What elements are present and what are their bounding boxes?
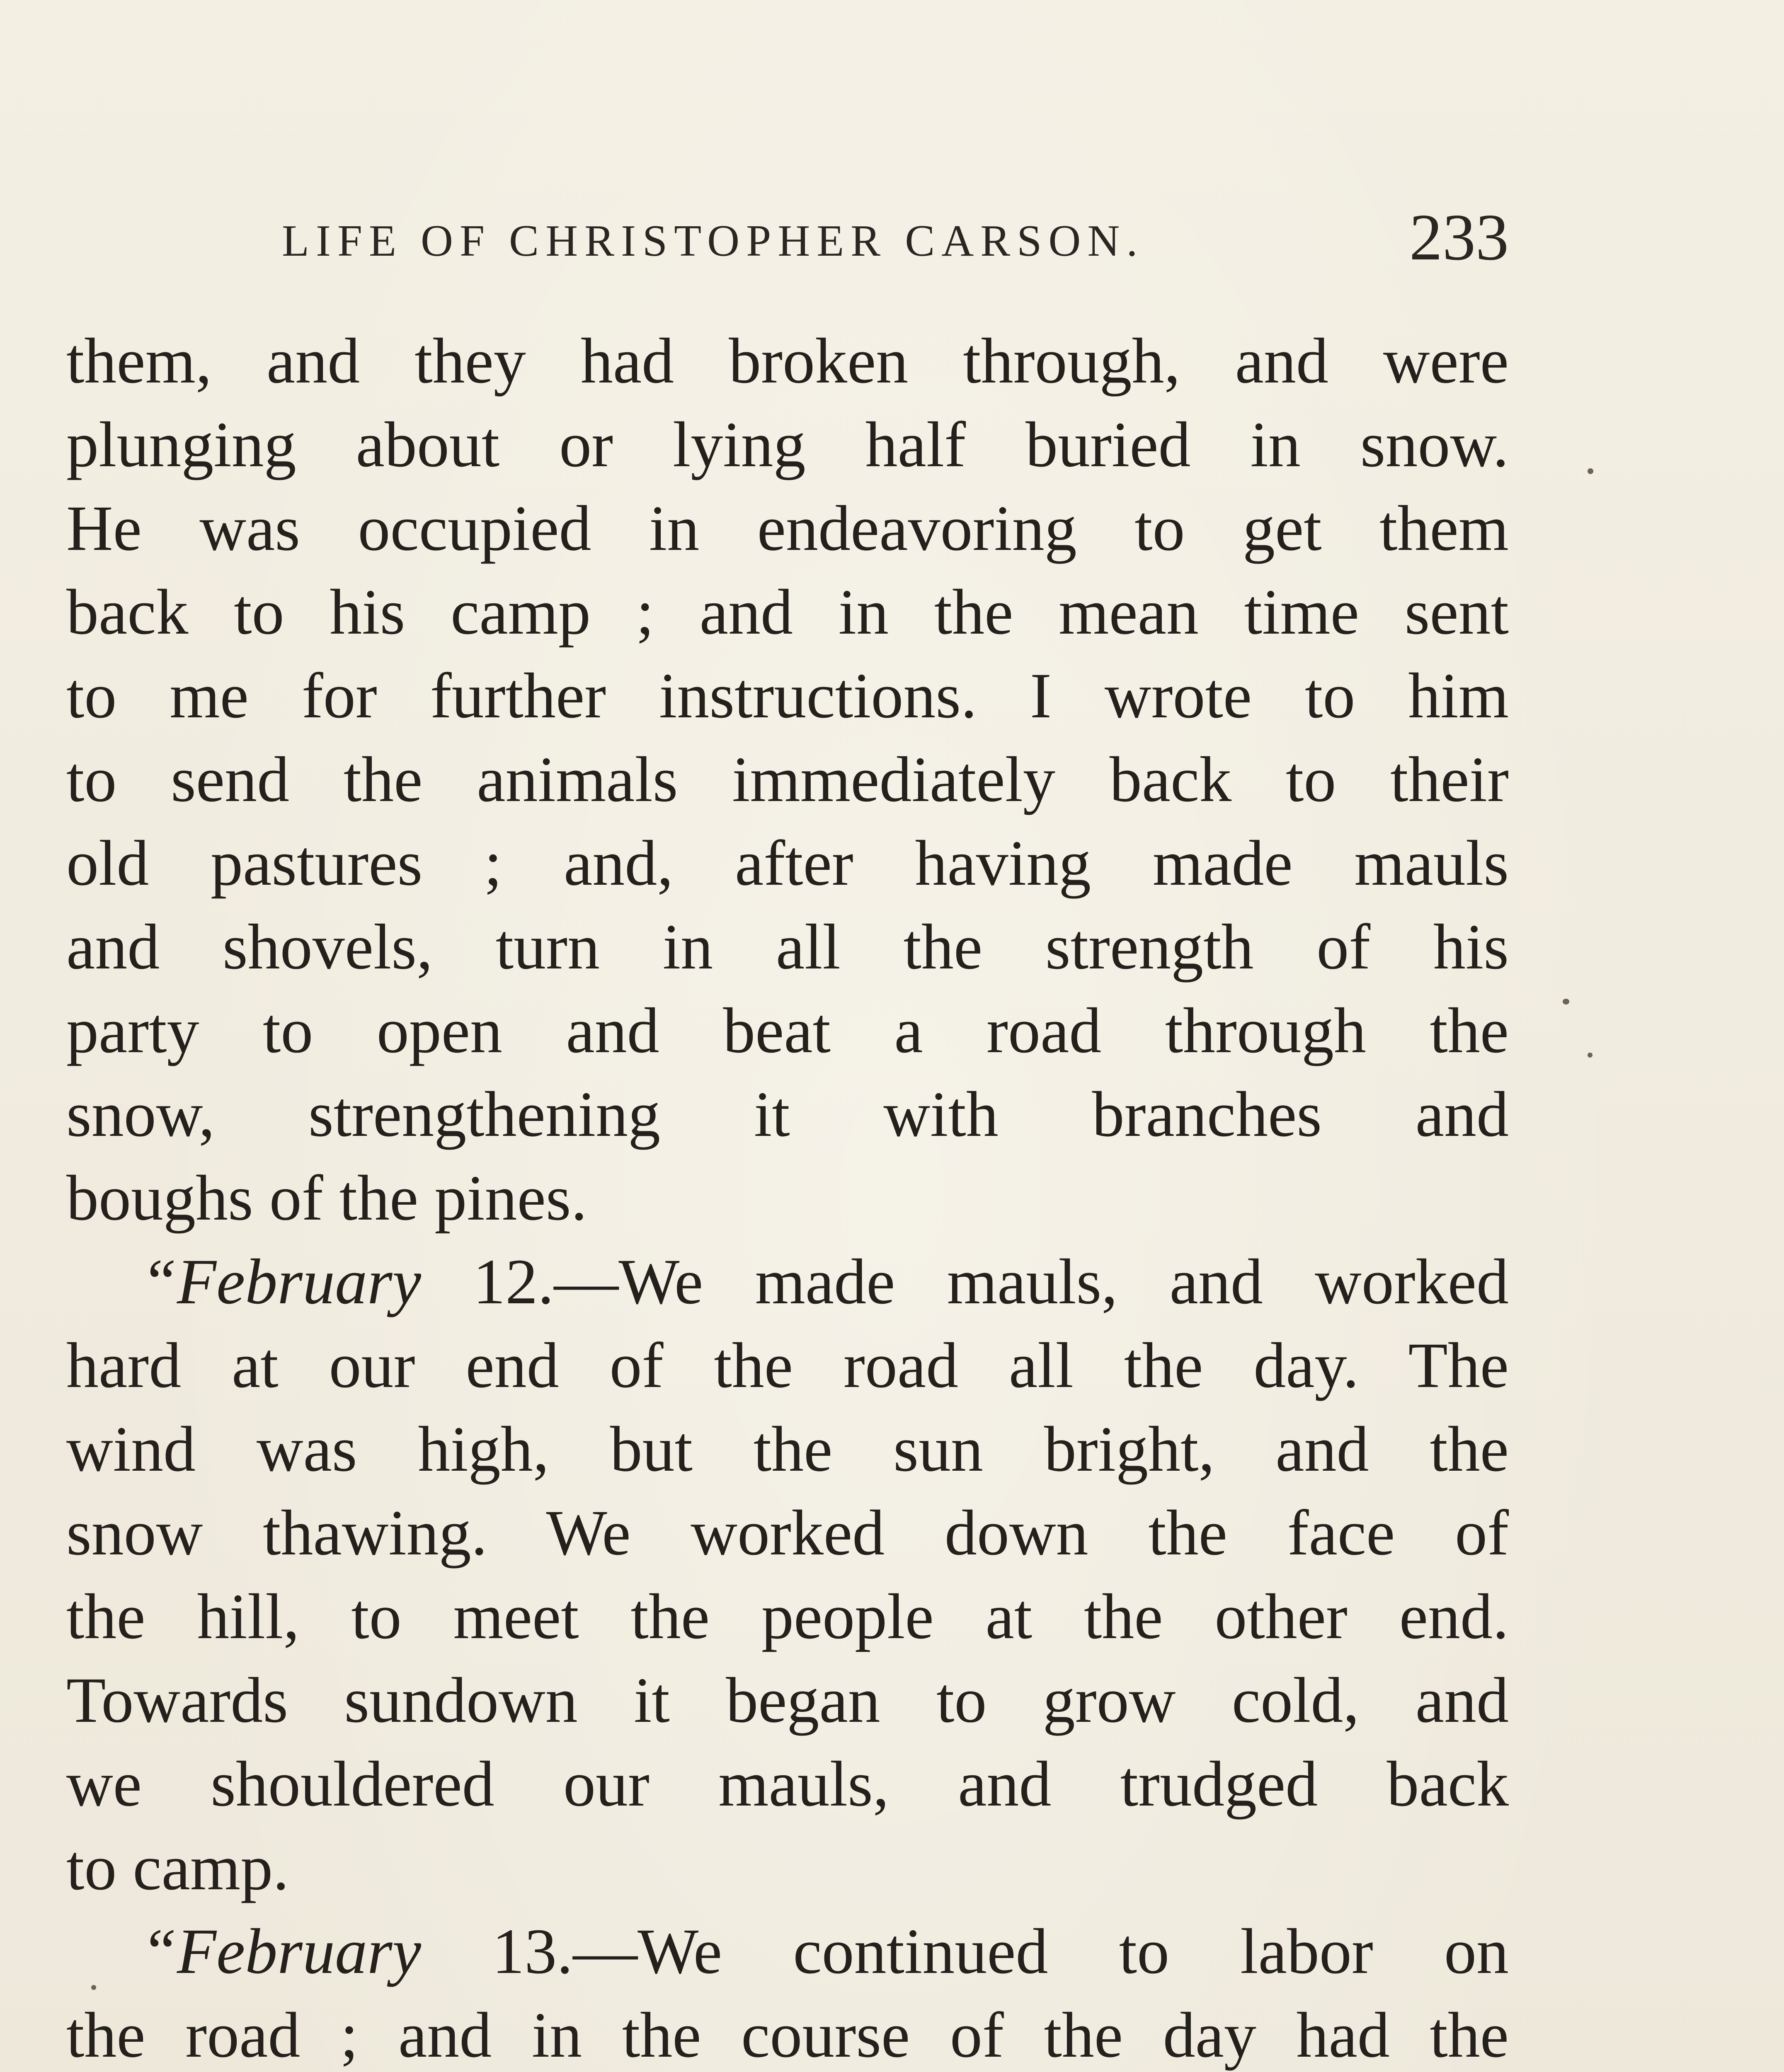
entry-date-label: “February	[141, 1246, 421, 1317]
text-line: old pastures ; and, after having made mauls	[66, 827, 1509, 899]
text-line: them, and they had broken through, and were	[66, 325, 1509, 397]
text-line: hard at our end of the road all the day. The	[66, 1329, 1509, 1401]
entry-text: 13.—We continued to labor on	[492, 1915, 1509, 1987]
text-line: the road ; and in the course of the day had the	[66, 1999, 1509, 2071]
text-line: snow thawing. We worked down the face of	[66, 1497, 1509, 1569]
text-line: wind was high, but the sun bright, and the	[66, 1413, 1509, 1485]
text-line: to send the animals immediately back to their	[66, 743, 1509, 815]
text-line: the hill, to meet the people at the other end.	[66, 1581, 1509, 1652]
text-line: He was occupied in endeavoring to get them	[66, 492, 1509, 564]
running-title: LIFE OF CHRISTOPHER CARSON.	[282, 216, 1144, 266]
text-line: plunging about or lying half buried in snow.	[66, 409, 1509, 480]
entry-line-feb12	[66, 1240, 1509, 1324]
paper-speck	[1563, 999, 1569, 1005]
paper-speck	[1588, 468, 1593, 474]
page-header	[75, 199, 1509, 282]
paper-speck	[1588, 1053, 1593, 1058]
text-line: Towards sundown it began to grow cold, and	[66, 1664, 1509, 1736]
text-line: to me for further instructions. I wrote to him	[66, 660, 1509, 731]
text-line: we shouldered our mauls, and trudged back	[66, 1748, 1509, 1820]
page-number: 233	[1409, 200, 1509, 274]
paper-speck	[91, 1985, 96, 1990]
entry-text: 12.—We made mauls, and worked	[473, 1246, 1509, 1317]
text-line: back to his camp ; and in the mean time sent	[66, 576, 1509, 648]
body-text	[66, 319, 1509, 2072]
text-line: party to open and beat a road through the	[66, 995, 1509, 1066]
text-line: snow, strengthening it with branches and	[66, 1078, 1509, 1150]
entry-line-feb13	[66, 1910, 1509, 1993]
text-line: and shovels, turn in all the strength of his	[66, 911, 1509, 983]
entry-date-label: “February	[141, 1915, 421, 1987]
text-line: to camp.	[66, 1832, 289, 1903]
text-line: boughs of the pines.	[66, 1162, 587, 1234]
